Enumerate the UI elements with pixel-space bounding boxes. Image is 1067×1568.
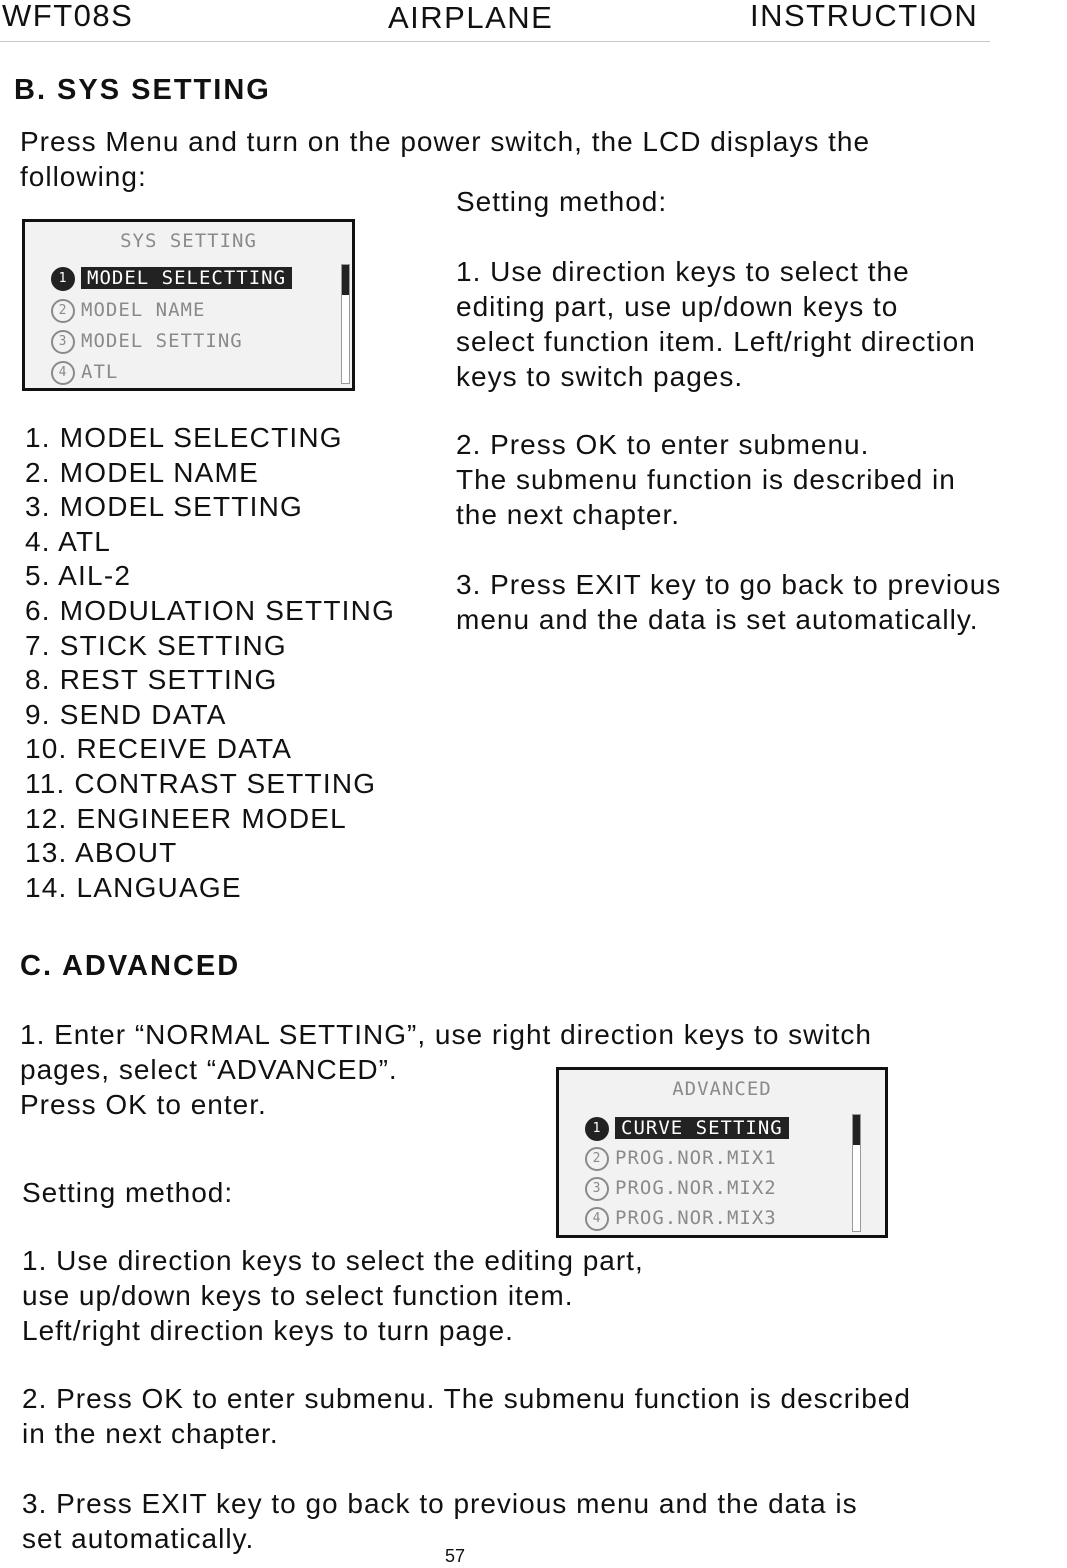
lcd-item-label: CURVE SETTING (615, 1117, 789, 1139)
list-item: 1. MODEL SELECTING (25, 422, 343, 453)
lcd-item-selected (585, 1114, 789, 1142)
item-number-icon: 3 (51, 330, 75, 354)
list-item: 2. MODEL NAME (25, 456, 259, 488)
lcd-item-label: PROG.NOR.MIX3 (615, 1207, 777, 1229)
header-category: AIRPLANE (388, 0, 554, 35)
lcd-item (51, 358, 118, 386)
sys-method-step-1: 1. Use direction keys to select the editing part, use up/down keys to select function item. Left/right direction keys to switch pages. (456, 256, 976, 392)
lcd-item-label: PROG.NOR.MIX1 (615, 1147, 777, 1169)
page-number: 57 (445, 1546, 466, 1566)
lcd-title: ADVANCED (672, 1078, 772, 1100)
advanced-method-title: Setting method: (22, 1177, 234, 1208)
sys-setting-intro: Press Menu and turn on the power switch, the LCD displays the following: (20, 126, 871, 192)
header-doc-type: INSTRUCTION (750, 0, 979, 33)
lcd-scrollbar (852, 1114, 861, 1232)
list-item: 9. SEND DATA (25, 698, 227, 730)
lcd-item (585, 1144, 777, 1172)
sys-method-title: Setting method: (456, 186, 668, 217)
list-item: 7. STICK SETTING (25, 629, 287, 661)
list-item: 5. AIL-2 (25, 560, 132, 592)
advanced-title: C. ADVANCED (20, 950, 241, 982)
list-item: 10. RECEIVE DATA (25, 733, 293, 765)
item-number-icon: 2 (51, 299, 75, 323)
advanced-intro: 1. Enter “NORMAL SETTING”, use right direction keys to switch pages, select “ADVANCED”. Press OK to enter. (20, 1019, 872, 1120)
sys-setting-title: B. SYS SETTING (14, 74, 271, 106)
sys-setting-lcd (22, 219, 355, 391)
advanced-method-step-1: 1. Use direction keys to select the editing part, use up/down keys to select function item. Left/right direction keys to turn page. (22, 1245, 644, 1346)
lcd-scroll-thumb (853, 1115, 860, 1145)
item-number-icon: 4 (51, 361, 75, 385)
lcd-item (585, 1174, 777, 1202)
list-item: 12. ENGINEER MODEL (25, 802, 347, 834)
lcd-item-label: MODEL SELECTTING (81, 267, 292, 289)
list-item: 14. LANGUAGE (25, 871, 242, 903)
lcd-title: SYS SETTING (120, 230, 257, 252)
list-item: 4. ATL (25, 525, 112, 557)
lcd-scrollbar (341, 264, 350, 384)
advanced-method-step-2: 2. Press OK to enter submenu. The submenu function is described in the next chapter. (22, 1383, 911, 1449)
lcd-item (51, 327, 243, 355)
item-number-icon: 4 (585, 1207, 609, 1231)
lcd-item-selected (51, 264, 292, 292)
header-divider (0, 41, 990, 42)
lcd-item (51, 296, 205, 324)
sys-method-step-2: 2. Press OK to enter submenu. The submenu function is described in the next chapter. (456, 429, 956, 530)
list-item: 11. CONTRAST SETTING (25, 767, 377, 799)
list-item: 6. MODULATION SETTING (25, 594, 396, 626)
item-number-icon: 3 (585, 1177, 609, 1201)
lcd-item (585, 1204, 777, 1232)
list-item: 8. REST SETTING (25, 664, 278, 696)
item-number-icon: 1 (585, 1117, 609, 1141)
lcd-scroll-thumb (342, 265, 349, 295)
lcd-item-label: MODEL SETTING (81, 330, 243, 352)
header-model: WFT08S (2, 0, 134, 33)
item-number-icon: 1 (51, 267, 75, 291)
list-item: 3. MODEL SETTING (25, 491, 303, 523)
lcd-item-label: MODEL NAME (81, 299, 206, 321)
sys-setting-list (25, 421, 395, 905)
advanced-lcd (556, 1067, 888, 1238)
advanced-method-step-3: 3. Press EXIT key to go back to previous menu and the data is set automatically. (22, 1488, 858, 1554)
list-item: 13. ABOUT (25, 837, 178, 869)
lcd-item-label: PROG.NOR.MIX2 (615, 1177, 777, 1199)
item-number-icon: 2 (585, 1147, 609, 1171)
lcd-item-label: ATL (81, 361, 119, 383)
sys-method-step-3: 3. Press EXIT key to go back to previous menu and the data is set automatically. (456, 569, 1002, 635)
